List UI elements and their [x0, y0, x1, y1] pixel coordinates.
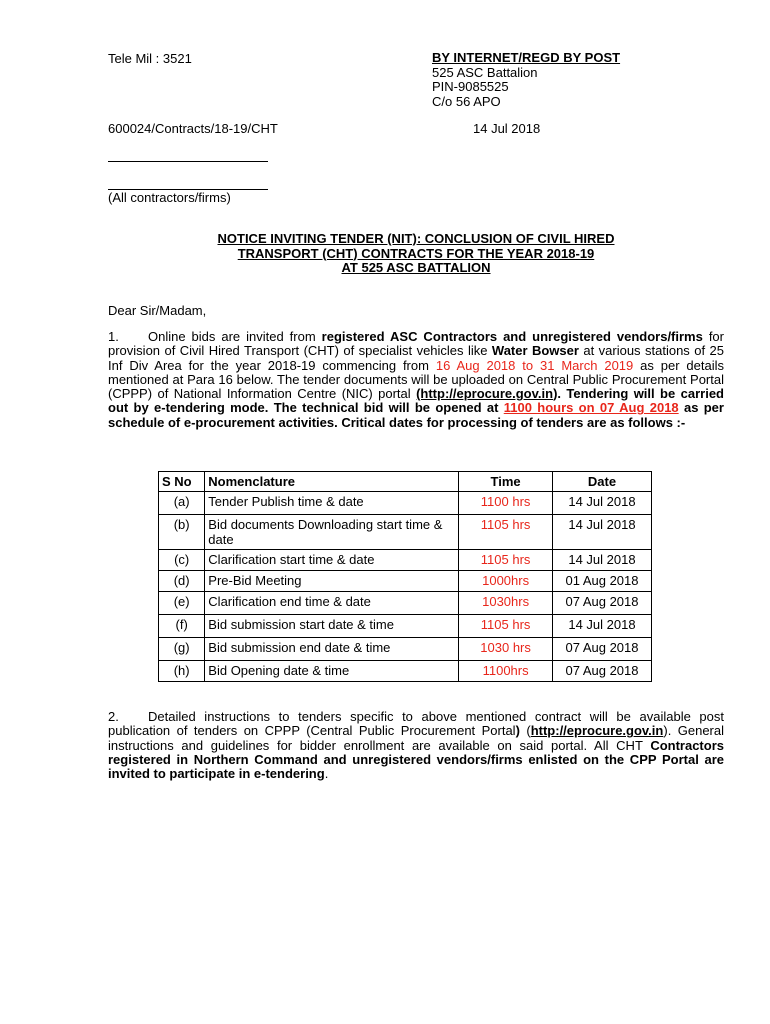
dispatch-title: BY INTERNET/REGD BY POST: [432, 50, 621, 65]
recipient: (All contractors/firms): [108, 190, 231, 205]
table-row: (g) Bid submission end date & time 1030 hrs 07 Aug 2018: [159, 638, 652, 661]
para-number: 1.: [108, 329, 119, 344]
subject-line-1: NOTICE INVITING TENDER (NIT): CONCLUSION OF CIVIL HIRED: [217, 231, 615, 246]
subject-line-2: TRANSPORT (CHT) CONTRACTS FOR THE YEAR 2018-19: [237, 245, 595, 261]
reference-number: 600024/Contracts/18-19/CHT: [108, 121, 278, 136]
subject-heading: [108, 232, 724, 276]
address-line-1: 525 ASC Battalion: [432, 64, 538, 80]
address-line-2: PIN-9085525: [432, 79, 509, 94]
table-row: (d) Pre-Bid Meeting 1000hrs 01 Aug 2018: [159, 571, 652, 592]
eprocure-link[interactable]: http://eprocure.gov.in: [530, 723, 664, 739]
address-line-3: C/o 56 APO: [432, 93, 501, 109]
header-date: Date: [552, 472, 651, 492]
paragraph-2: 2. Detailed instructions to tenders specific to above mentioned contract will be available post publication of tenders on CPPP (Central Public Procurement Portal) (http://eprocure.gov.in). General instructions and guidelines for bidder enrollment are available on said portal. All CHT Contractors registered in Northern Command and unregistered vendors/firms enlisted on the CPP Portal are invited to participate in e-tendering.: [108, 709, 724, 782]
schedule-table: [158, 471, 652, 682]
bid-opening-time: 1100 hours on 07 Aug 2018: [503, 400, 679, 416]
eprocure-link[interactable]: (http://eprocure.gov.in: [416, 386, 554, 402]
paragraph-1: 1. Online bids are invited from registered ASC Contractors and unregistered vendors/firms for provision of Civil Hired Transport (CHT) of specialist vehicles like Water Bowser at various stations of 25 Inf Div Area for the year 2018-19 commencing from 16 Aug 2018 to 31 March 2019 as per details mentioned at Para 16 below. The tender documents will be uploaded on Central Public Procurement Portal (CPPP) of National Information Centre (NIC) portal (http://eprocure.gov.in). Tendering will be carried out by e-tendering mode. The technical bid will be opened at 1100 hours on 07 Aug 2018 as per schedule of e-procurement activities. Critical dates for processing of tenders are as follows :-: [108, 329, 725, 430]
greeting: Dear Sir/Madam,: [108, 303, 207, 318]
table-header-row: [159, 472, 652, 492]
contract-period: 16 Aug 2018 to 31 March 2019: [435, 357, 634, 373]
table-row: (b) Bid documents Downloading start time & date 1105 hrs 14 Jul 2018: [159, 515, 652, 550]
table-row: (a) Tender Publish time & date 1100 hrs 14 Jul 2018: [159, 492, 652, 515]
header-time: Time: [459, 472, 553, 492]
dispatch-block: [432, 51, 620, 109]
blank-line: [108, 161, 268, 162]
letter-date: 14 Jul 2018: [473, 121, 541, 136]
table-row: (e) Clarification end time & date 1030hrs 07 Aug 2018: [159, 592, 652, 615]
header-sno: S No: [159, 472, 205, 492]
tele-number: Tele Mil : 3521: [108, 51, 192, 66]
table-row: (c) Clarification start time & date 1105 hrs 14 Jul 2018: [159, 550, 652, 571]
table-row: (f) Bid submission start date & time 1105 hrs 14 Jul 2018: [159, 615, 652, 638]
subject-line-3: AT 525 ASC BATTALION: [341, 260, 491, 275]
table-row: (h) Bid Opening date & time 1100hrs 07 Aug 2018: [159, 661, 652, 682]
para-number: 2.: [108, 709, 119, 724]
header-nomenclature: Nomenclature: [205, 472, 459, 492]
